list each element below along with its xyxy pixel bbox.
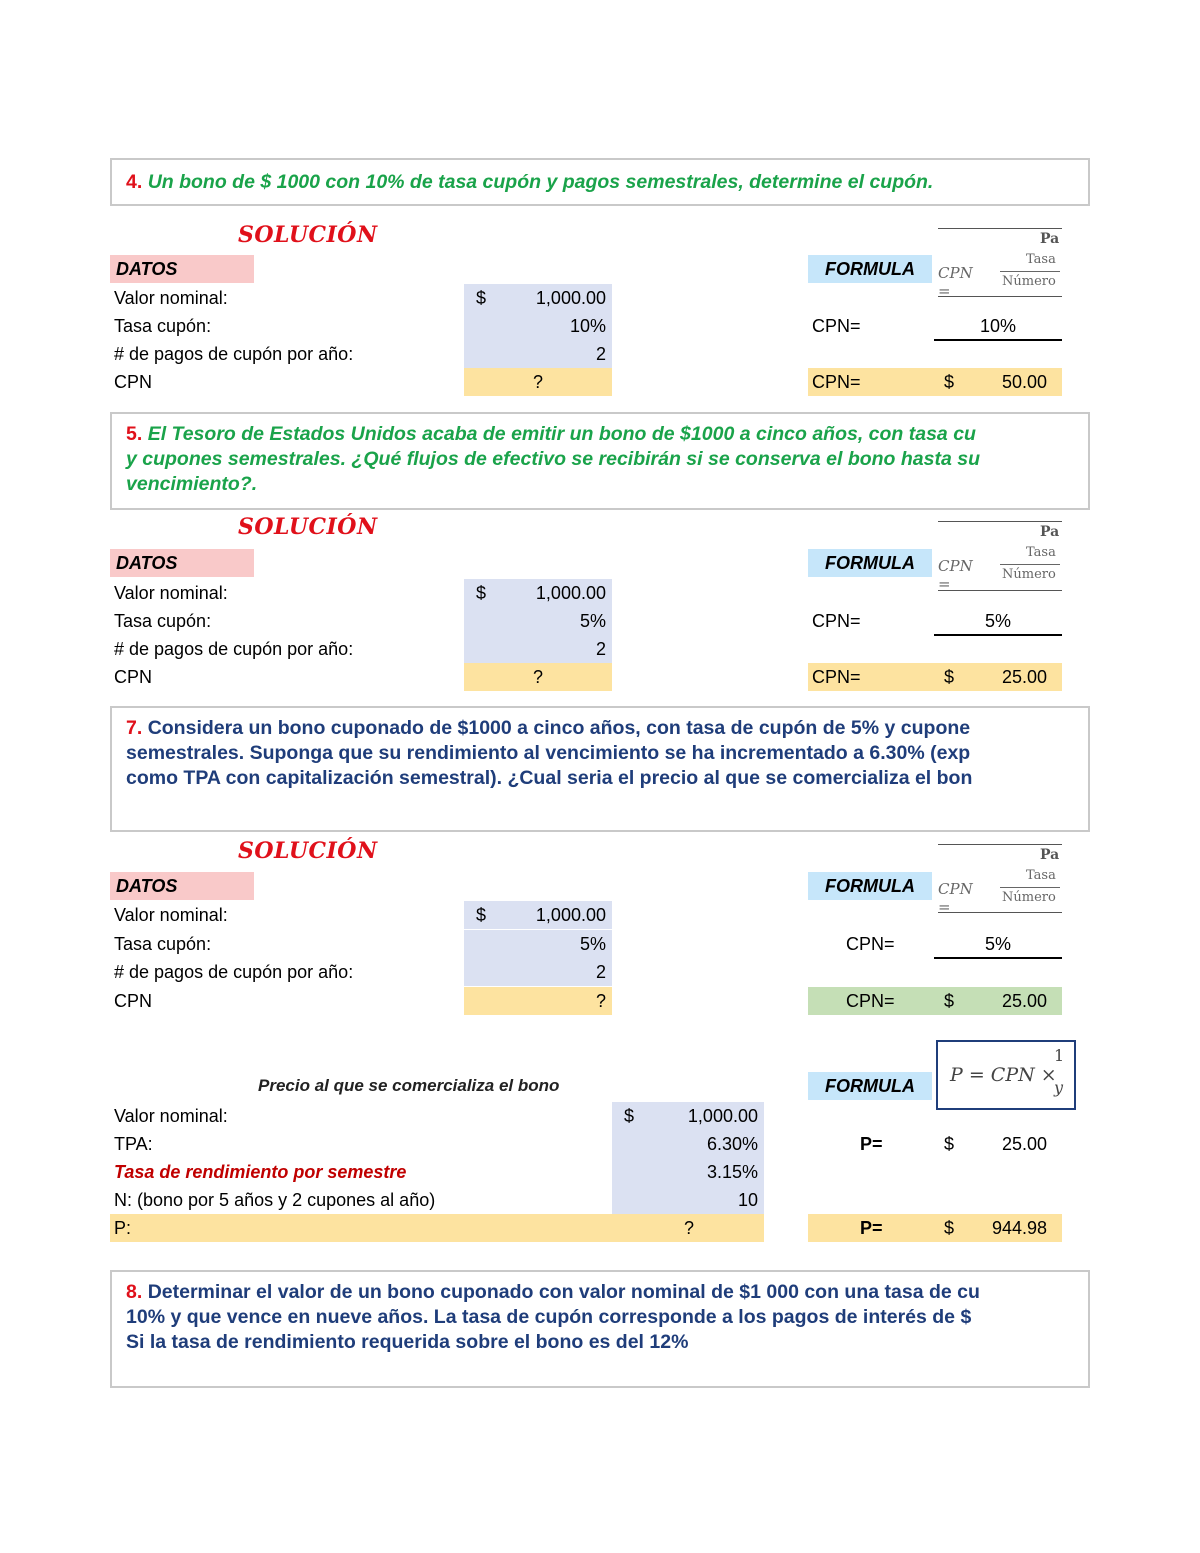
cpn-cell[interactable]: ? (464, 368, 612, 396)
cpn-eq-label: CPN= (812, 611, 861, 631)
formula-rule (938, 228, 1062, 229)
pagos-cell[interactable]: 2 (464, 340, 612, 368)
label-rendimiento: Tasa de rendimiento por semestre (114, 1162, 407, 1182)
valor-nominal-cell[interactable]: $ 1,000.00 (464, 579, 612, 607)
problem-number: 5. (126, 423, 143, 445)
problem-7-box (110, 706, 1090, 832)
label-cpn: CPN (114, 372, 153, 392)
tpa-cell[interactable]: 6.30% (612, 1130, 764, 1158)
cpn-result-cell: CPN= $ 25.00 (808, 663, 1062, 691)
p-row[interactable]: P: ? (110, 1214, 764, 1242)
problem-text-line1: El Tesoro de Estados Unidos acaba de emitir un bono de $1000 a cinco años, con tasa cu (147, 423, 976, 445)
valor-nominal-cell[interactable]: $ 1,000.00 (464, 901, 612, 929)
solucion-heading: SOLUCIÓN (238, 222, 378, 248)
cpn-cell[interactable]: ? (464, 987, 612, 1015)
label-cpn: CPN (114, 991, 153, 1011)
sheet-area: 4. Un bono de $ 1000 con 10% de tasa cupón y pagos semestrales, determine el cupón. SOLUCIÓN Pa DATOS FORMULA CPN = Tasa Número Valor nominal: $ 1,000.00 Tasa cupón: 10% CPN= 10% # de pagos de cupón por año: 2 CPN ? CPN= $ 50.00 5. El Tesoro de Estados Unidos acaba de emitir un bono de $1000 a cinco años, con tasa cu y cupones semestrales. ¿Qué flujos de efectivo se recibirán si se conserva el bono hasta su vencimiento?. SOLUCIÓN Pa DATOS FORMULA CPN = Tasa Número Valor nominal: $ 1,000.00 Tasa cupón: 5% CPN= 5% # de pagos de cupón por año: 2 CPN ? CPN= $ 25.00 7. Considera un bono cuponado de $1000 a cinco años, con tasa de cupón de 5% y cupone semestrales. Suponga que su rendimiento al vencimiento se ha incrementado a 6.30% (exp como TPA con capitalización semestral). ¿Cual seria el precio al que se comercializa el bon SOLUCIÓN Pa DATOS FORMULA CPN = Tasa Número Valor nominal: $ 1,000.00 Tasa cupón: 5% CPN= 5% # de pagos de cupón por año: 2 CPN ? CPN= $ 25.00 P = CPN × 1 y Precio al que se comercializa el bono FORMULA Valor nominal: $ 1,000.00 TPA: 6.30% P= $ 25.00 Tasa de rendimiento por semestre 3.15% N: (bono por 5 años y 2 cupones al año) 10 P: ? P= $ 944.98 8. Determinar el valor de un bono cuponado con valor nominal de $1 000 con una tasa de cu 10% y que vence en nueve años. La tasa de cupón corresponde a los pagos de interés de $ Si la tasa de rendimiento requerida sobre el bono es del 12% (0, 0, 1062, 1553)
formula-rule (938, 521, 1062, 522)
n-cell[interactable]: 10 (612, 1186, 764, 1214)
label-pagos: # de pagos de cupón por año: (114, 962, 354, 982)
cpn-result-cell: CPN= $ 25.00 (808, 987, 1062, 1015)
label-valor-nominal: Valor nominal: (114, 583, 228, 603)
label-valor-nominal: Valor nominal: (114, 905, 228, 925)
solucion-heading: SOLUCIÓN (238, 514, 378, 540)
label-tasa-cupon: Tasa cupón: (114, 611, 212, 631)
formula-rule (938, 296, 1062, 297)
cpn-eq-label: CPN= (812, 316, 861, 336)
formula-header: FORMULA (808, 549, 932, 577)
problem-number: 8. (126, 1281, 143, 1303)
problem-text-line3: como TPA con capitalización semestral). ¿Cual seria el precio al que se comercializa el bon (126, 767, 973, 789)
label-tpa: TPA: (114, 1134, 153, 1154)
cpn-eq-label: CPN= (846, 934, 895, 954)
formula-rule (938, 844, 1062, 845)
problem-text-line1: Considera un bono cuponado de $1000 a cinco años, con tasa de cupón de 5% y cupone (147, 717, 971, 739)
formula-header: FORMULA (808, 1072, 932, 1100)
tasa-cupon-cell[interactable]: 5% (464, 930, 612, 958)
problem-text-line1: Determinar el valor de un bono cuponado con valor nominal de $1 000 con una tasa de cu (147, 1281, 980, 1303)
problem-text-line3: vencimiento?. (126, 473, 258, 495)
tasa-cupon-cell[interactable]: 5% (464, 607, 612, 635)
formula-header: FORMULA (808, 255, 932, 283)
label-valor-nominal: Valor nominal: (114, 1106, 228, 1126)
rendimiento-cell[interactable]: 3.15% (612, 1158, 764, 1186)
label-tasa-cupon: Tasa cupón: (114, 934, 212, 954)
problem-text-line2: 10% y que vence en nueve años. La tasa de cupón corresponde a los pagos de interés de $ (126, 1306, 972, 1328)
datos-header: DATOS (110, 549, 254, 577)
formula-fragment: Pa (1040, 231, 1060, 247)
problem-text-line3: Si la tasa de rendimiento requerida sobre el bono es del 12% (126, 1331, 689, 1353)
label-valor-nominal: Valor nominal: (114, 288, 228, 308)
formula-fragment: Pa (1040, 847, 1060, 863)
p-result-cell: P= $ 944.98 (808, 1214, 1062, 1242)
label-cpn: CPN (114, 667, 153, 687)
fraction-line (934, 957, 1062, 959)
formula-rule (938, 912, 1062, 913)
formula-fragment: Pa (1040, 524, 1060, 540)
cpn-rate-cell: 5% (984, 934, 1011, 954)
fraction-line (934, 339, 1062, 341)
pagos-cell[interactable]: 2 (464, 635, 612, 663)
problem-text-line2: y cupones semestrales. ¿Qué flujos de efectivo se recibirán si se conserva el bono hasta su (126, 448, 981, 470)
formula-rule (938, 590, 1062, 591)
label-pagos: # de pagos de cupón por año: (114, 344, 354, 364)
problem-text-line2: semestrales. Suponga que su rendimiento al vencimiento se ha incrementado a 6.30% (exp (126, 742, 971, 764)
valor-nominal-cell[interactable]: $ 1,000.00 (464, 284, 612, 312)
cpn-rate-cell: 5% (984, 611, 1011, 631)
problem-number: 7. (126, 717, 143, 739)
solucion-heading: SOLUCIÓN (238, 838, 378, 864)
problem-number: 4. (126, 171, 143, 193)
problem-text: Un bono de $ 1000 con 10% de tasa cupón y pagos semestrales, determine el cupón. (147, 171, 934, 193)
datos-header: DATOS (110, 255, 254, 283)
problem-4-box (110, 158, 1090, 206)
problem-8-box (110, 1270, 1090, 1388)
cpn-cell[interactable]: ? (464, 663, 612, 691)
cpn-result-cell: CPN= $ 50.00 (808, 368, 1062, 396)
formula-header: FORMULA (808, 872, 932, 900)
label-tasa-cupon: Tasa cupón: (114, 316, 212, 336)
precio-valor-nominal-cell[interactable]: $ 1,000.00 (612, 1102, 764, 1130)
label-n: N: (bono por 5 años y 2 cupones al año) (114, 1190, 436, 1210)
cpn-rate-cell: 10% (979, 316, 1017, 336)
problem-5-box (110, 412, 1090, 510)
label-pagos: # de pagos de cupón por año: (114, 639, 354, 659)
datos-header: DATOS (110, 872, 254, 900)
pagos-cell[interactable]: 2 (464, 958, 612, 986)
price-formula: P = CPN × 1 y (936, 1040, 1076, 1110)
p-cpn-row: P= $ 25.00 (860, 1134, 1048, 1154)
tasa-cupon-cell[interactable]: 10% (464, 312, 612, 340)
precio-title: Precio al que se comercializa el bono (258, 1076, 560, 1095)
fraction-line (934, 634, 1062, 636)
